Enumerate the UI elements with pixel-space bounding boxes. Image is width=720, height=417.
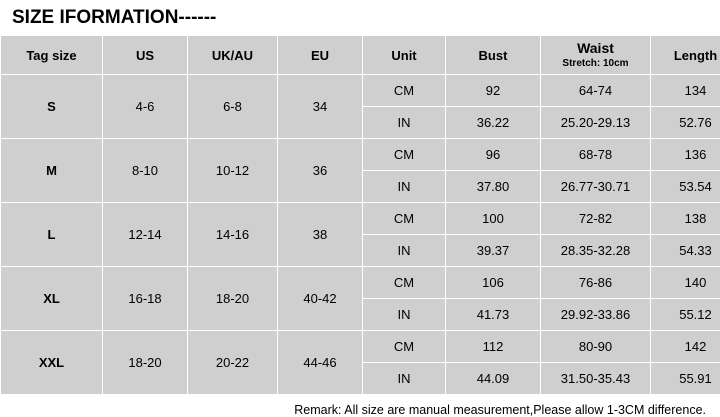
table-row [1,267,720,299]
cell-bust: 100 [446,203,541,235]
cell-eu: 44-46 [278,331,363,395]
column-header-waist-label: Waist [541,41,650,56]
cell-us: 4-6 [103,75,188,139]
table-row [1,75,720,107]
cell-unit: IN [363,171,446,203]
cell-waist: 72-82 [541,203,651,235]
table-header-row [1,36,720,75]
cell-length: 53.54 [651,171,720,203]
cell-unit: IN [363,299,446,331]
cell-tag-size: XL [1,267,103,331]
cell-us: 8-10 [103,139,188,203]
column-header-unit: Unit [363,36,446,75]
cell-waist: 76-86 [541,267,651,299]
cell-us: 18-20 [103,331,188,395]
column-header-length: Length [651,36,720,75]
cell-length: 136 [651,139,720,171]
cell-unit: CM [363,267,446,299]
page-title: SIZE IFORMATION------ [0,0,720,35]
cell-us: 16-18 [103,267,188,331]
cell-bust: 96 [446,139,541,171]
cell-uk-au: 20-22 [188,331,278,395]
cell-bust: 39.37 [446,235,541,267]
cell-uk-au: 18-20 [188,267,278,331]
cell-waist: 25.20-29.13 [541,107,651,139]
cell-tag-size: S [1,75,103,139]
cell-waist: 64-74 [541,75,651,107]
cell-eu: 38 [278,203,363,267]
cell-bust: 112 [446,331,541,363]
cell-uk-au: 14-16 [188,203,278,267]
cell-waist: 28.35-32.28 [541,235,651,267]
cell-eu: 36 [278,139,363,203]
cell-length: 142 [651,331,720,363]
cell-bust: 37.80 [446,171,541,203]
column-header-us: US [103,36,188,75]
cell-uk-au: 10-12 [188,139,278,203]
cell-waist: 80-90 [541,331,651,363]
cell-bust: 41.73 [446,299,541,331]
cell-length: 140 [651,267,720,299]
cell-eu: 34 [278,75,363,139]
cell-length: 55.12 [651,299,720,331]
cell-bust: 44.09 [446,363,541,395]
cell-uk-au: 6-8 [188,75,278,139]
remark-text: Remark: All size are manual measurement,Please allow 1-3CM difference. [0,395,720,417]
cell-unit: IN [363,235,446,267]
column-header-waist-stretch: Stretch: 10cm [541,58,650,69]
table-body [1,75,720,395]
column-header-bust: Bust [446,36,541,75]
cell-unit: IN [363,107,446,139]
cell-bust: 106 [446,267,541,299]
cell-eu: 40-42 [278,267,363,331]
cell-length: 55.91 [651,363,720,395]
cell-length: 52.76 [651,107,720,139]
cell-length: 54.33 [651,235,720,267]
cell-unit: CM [363,203,446,235]
cell-length: 134 [651,75,720,107]
cell-waist: 31.50-35.43 [541,363,651,395]
cell-waist: 26.77-30.71 [541,171,651,203]
cell-bust: 36.22 [446,107,541,139]
cell-bust: 92 [446,75,541,107]
cell-waist: 68-78 [541,139,651,171]
table-row [1,331,720,363]
cell-unit: CM [363,139,446,171]
cell-unit: IN [363,363,446,395]
column-header-waist [541,36,651,75]
cell-tag-size: M [1,139,103,203]
cell-length: 138 [651,203,720,235]
column-header-eu: EU [278,36,363,75]
column-header-tag-size: Tag size [1,36,103,75]
size-chart-table [0,35,720,395]
cell-tag-size: L [1,203,103,267]
table-header [1,36,720,75]
table-row [1,139,720,171]
cell-unit: CM [363,75,446,107]
table-row [1,203,720,235]
column-header-uk-au: UK/AU [188,36,278,75]
cell-unit: CM [363,331,446,363]
cell-tag-size: XXL [1,331,103,395]
cell-us: 12-14 [103,203,188,267]
cell-waist: 29.92-33.86 [541,299,651,331]
